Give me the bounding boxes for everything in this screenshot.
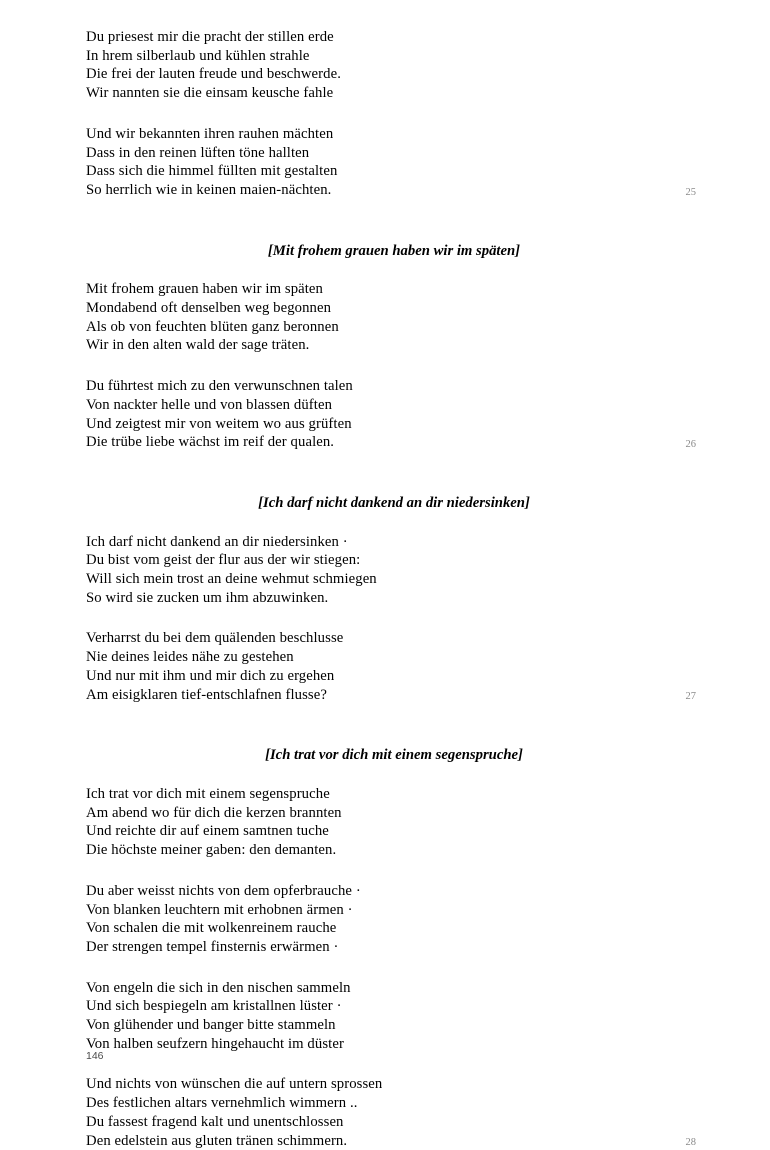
poem-line: Die höchste meiner gaben: den demanten. [86, 842, 337, 859]
poem-line: Von blanken leuchtern mit erhobnen ärmen · [86, 901, 353, 918]
section-spacer [86, 474, 686, 494]
poem-line: Du bist vom geist der flur aus der wir stiegen: [86, 552, 361, 569]
poem-line: Des festlichen altars vernehmlich wimmern .. [86, 1095, 358, 1112]
poem-line: Am abend wo für dich die kerzen brannten [86, 804, 342, 821]
poem-section [86, 28, 696, 200]
stanza [86, 1075, 696, 1150]
stanza [86, 979, 686, 1054]
marginal-poem-number: 28 [685, 1137, 696, 1149]
poem-line: Den edelstein aus gluten tränen schimmern. [86, 1132, 348, 1149]
poem-line: Wir nannten sie die einsam keusche fahle [86, 85, 334, 102]
poem-line: Ich trat vor dich mit einem segenspruche [86, 785, 330, 802]
poem-line: Und wir bekannten ihren rauhen mächten [86, 125, 334, 142]
poem-line: Du priesest mir die pracht der stillen erde [86, 29, 334, 45]
poem-line: Von halben seufzern hingehaucht im düster [86, 1035, 344, 1052]
poem-line: Mit frohem grauen haben wir im späten [86, 281, 323, 298]
poem-line: Als ob von feuchten blüten ganz beronnen [86, 318, 339, 335]
folio-number: 146 [86, 1050, 104, 1062]
stanza [86, 785, 686, 860]
marginal-poem-number: 27 [685, 691, 696, 703]
stanza [86, 629, 696, 704]
poem-line: Dass sich die himmel füllten mit gestalten [86, 163, 338, 180]
poem-line: Mondabend oft denselben weg begonnen [86, 300, 332, 317]
poem-line: Von engeln die sich in den nischen sammeln [86, 979, 351, 996]
poem-line: Ich darf nicht dankend an dir niedersinken · [86, 533, 348, 550]
poem-line: Und nichts von wünschen die auf untern sprossen [86, 1076, 383, 1093]
poem-line: Will sich mein trost an deine wehmut schmiegen [86, 571, 377, 588]
poem-line: Du führtest mich zu den verwunschnen talen [86, 378, 353, 395]
marginal-poem-number: 25 [685, 186, 696, 198]
section-spacer [86, 726, 686, 746]
stanza [86, 533, 686, 608]
poem-title: [Mit frohem grauen haben wir im späten] [267, 242, 521, 259]
poem-line: Von glühender und banger bitte stammeln [86, 1017, 336, 1034]
poem-line: Die trübe liebe wächst im reif der qualen. [86, 434, 335, 451]
poem-section [86, 474, 696, 704]
poem-line: Am eisigklaren tief-entschlafnen flusse? [86, 686, 327, 703]
poem-line: Und reichte dir auf einem samtnen tuche [86, 823, 329, 840]
stanza [86, 377, 696, 452]
poem-line: So wird sie zucken um ihm abzuwinken. [86, 589, 329, 606]
stanza [86, 28, 686, 103]
poem-line: Und zeigtest mir von weitem wo aus grüften [86, 415, 352, 432]
poem-section [86, 726, 696, 1150]
poem-line: In hrem silberlaub und kühlen strahle [86, 47, 310, 64]
poem-line: Du aber weisst nichts von dem opferbrauche · [86, 882, 361, 899]
marginal-poem-number: 26 [685, 438, 696, 450]
poem-title: [Ich darf nicht dankend an dir niedersinken] [258, 494, 530, 511]
poem-line: So herrlich wie in keinen maien-nächten. [86, 181, 332, 198]
poem-line: Von nackter helle und von blassen düften [86, 396, 333, 413]
poem-line: Verharrst du bei dem quälenden beschlusse [86, 630, 344, 647]
poem-line: Von schalen die mit wolkenreinem rauche [86, 920, 337, 937]
poem-content [86, 28, 696, 1150]
poem-section [86, 222, 696, 452]
section-spacer [86, 222, 686, 242]
poem-line: Und sich bespiegeln am kristallnen lüster · [86, 998, 342, 1015]
poem-line: Du fassest fragend kalt und unentschlossen [86, 1113, 344, 1130]
poem-line: Und nur mit ihm und mir dich zu ergehen [86, 667, 335, 684]
poem-title: [Ich trat vor dich mit einem segenspruche] [265, 747, 523, 764]
poem-line: Die frei der lauten freude und beschwerde. [86, 66, 341, 83]
stanza [86, 280, 686, 355]
poem-line: Nie deines leides nähe zu gestehen [86, 649, 294, 666]
poem-line: Dass in den reinen lüften töne hallten [86, 144, 310, 161]
stanza [86, 882, 686, 957]
poem-line: Wir in den alten wald der sage träten. [86, 337, 310, 354]
poem-line: Der strengen tempel finsternis erwärmen · [86, 938, 339, 955]
stanza [86, 125, 696, 200]
